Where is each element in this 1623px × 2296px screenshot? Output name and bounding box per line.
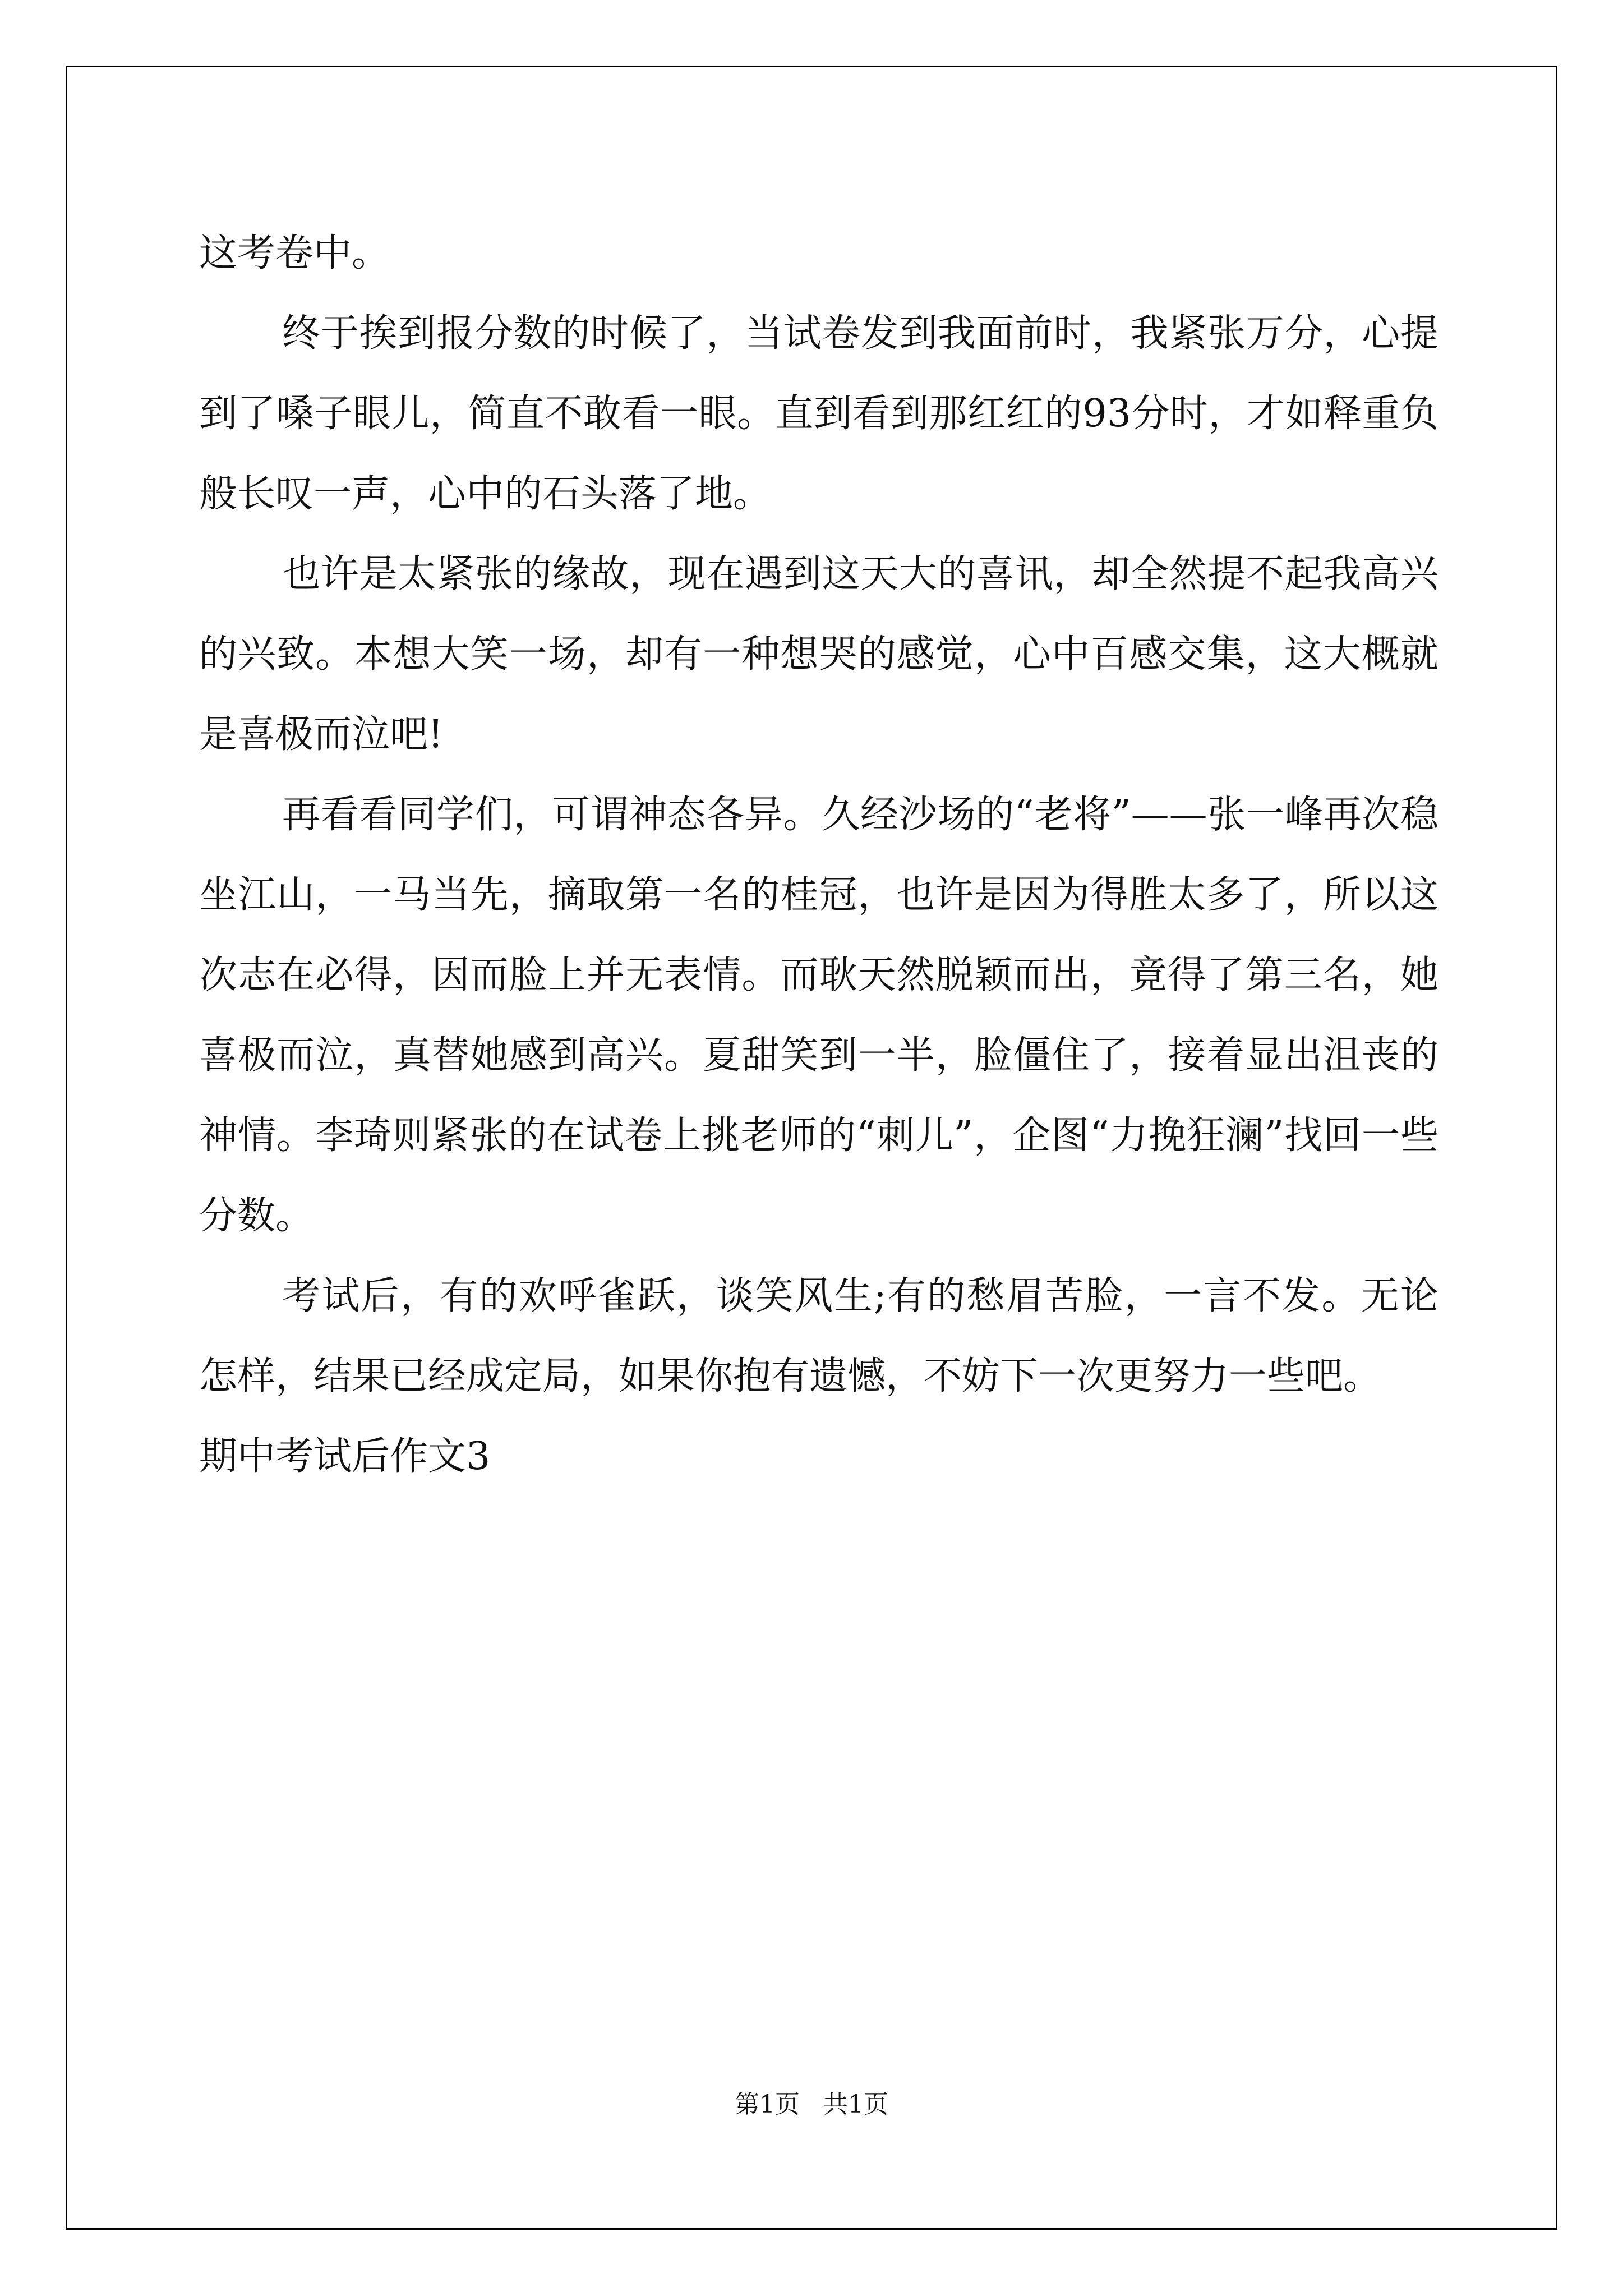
- paragraph-continuation: 这考卷中。: [199, 231, 390, 275]
- paragraph-feelings: 也许是太紧张的缘故，现在遇到这天大的喜讯，却全然提不起我高兴的兴致。本想大笑一场，却有一种想哭的感觉，心中百感交集，这大概就是喜极而泣吧!: [199, 552, 1438, 757]
- paragraph-classmates: 再看看同学们，可谓神态各异。久经沙场的“老将”——张一峰再次稳坐江山，一马当先，摘取第一名的桂冠，也许是因为得胜太多了，所以这次志在必得，因而脸上并无表情。而耿天然脱颖而出，竟得了第三名，她喜极而泣，真替她感到高兴。夏甜笑到一半，脸僵住了，接着显出沮丧的神情。李琦则紧张的在试卷上挑老师的“刺儿”，企图“力挽狂澜”找回一些分数。: [199, 793, 1438, 1238]
- document-body: [199, 213, 1438, 1497]
- paragraph-after-exam: 考试后，有的欢呼雀跃，谈笑风生;有的愁眉苦脸，一言不发。无论怎样，结果已经成定局，如果你抱有遗憾，不妨下一次更努力一些吧。: [199, 1274, 1438, 1398]
- section-heading: 期中考试后作文3: [199, 1434, 491, 1479]
- page-footer: 第1页 共1页: [735, 2090, 888, 2119]
- paragraph-score-announcement: 终于挨到报分数的时候了，当试卷发到我面前时，我紧张万分，心提到了嗓子眼儿，简直不敢看一眼。直到看到那红红的93分时，才如释重负般长叹一声，心中的石头落了地。: [199, 311, 1438, 516]
